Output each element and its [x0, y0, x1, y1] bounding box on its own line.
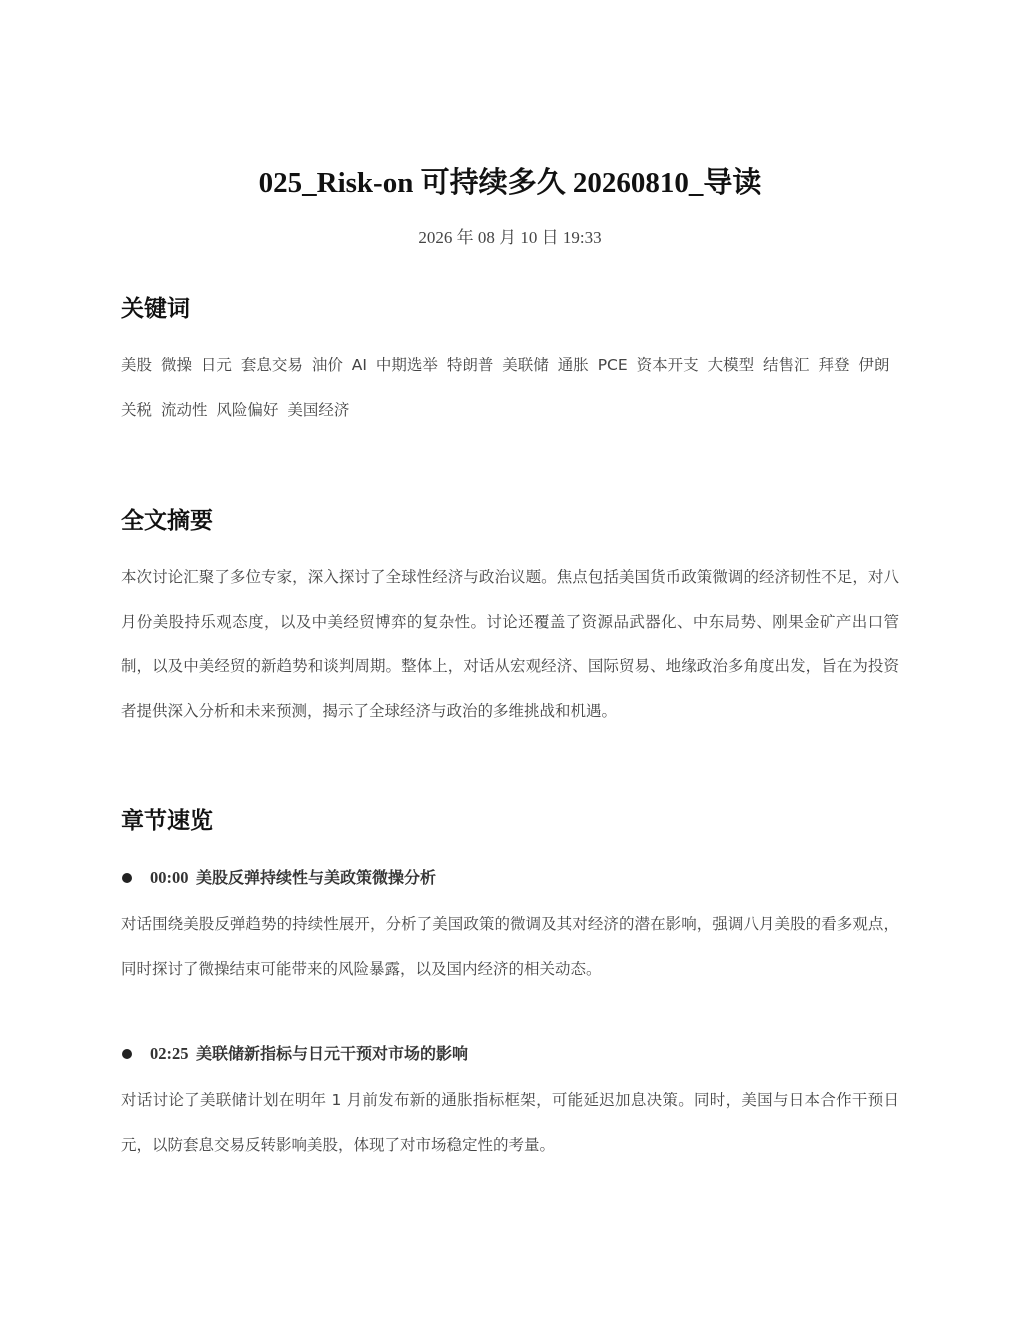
keyword: 美联储 [502, 356, 549, 374]
keyword: 大模型 [707, 356, 755, 374]
document-date: 2026 年 08 月 10 日 19:33 [418, 228, 602, 247]
keyword: PCE [597, 356, 628, 374]
keywords-heading: 关键词 [121, 296, 190, 322]
chapters-heading: 章节速览 [121, 808, 213, 834]
keyword: 特朗普 [446, 356, 494, 374]
chapter-title-row [121, 865, 899, 891]
keyword: 通胀 [557, 356, 589, 374]
keyword: 伊朗 [858, 356, 890, 374]
chapter-timestamp: 00:00 [150, 868, 189, 887]
summary-heading: 全文摘要 [121, 508, 213, 534]
keyword: 风险偏好 [216, 400, 279, 419]
chapter-title: 美股反弹持续性与美政策微操分析 [196, 868, 437, 887]
keyword: 油价 [311, 356, 343, 374]
chapter-summary: 对话围绕美股反弹趋势的持续性展开，分析了美国政策的微调及其对经济的潜在影响，强调八月美股的看多观点，同时探讨了微操结束可能带来的风险暴露，以及国内经济的相关动态。 [121, 915, 899, 978]
keyword: 套息交易 [240, 356, 303, 374]
keyword: 日元 [200, 356, 232, 374]
chapter-title: 美联储新指标与日元干预对市场的影响 [196, 1044, 469, 1063]
document-title: 025_Risk-on 可持续多久 20260810_导读 [258, 167, 762, 200]
keyword: 拜登 [818, 356, 850, 374]
keyword: 微操 [160, 356, 192, 374]
bullet-icon [122, 873, 132, 883]
chapter-title-row [121, 1041, 899, 1067]
chapter-timestamp: 02:25 [150, 1044, 189, 1063]
keyword: 关税 [121, 400, 153, 419]
keyword: 流动性 [160, 400, 208, 419]
keyword: 美股 [121, 356, 153, 374]
keyword: 中期选举 [375, 356, 438, 374]
keyword: 结售汇 [763, 356, 810, 374]
summary-text: 本次讨论汇聚了多位专家，深入探讨了全球性经济与政治议题。焦点包括美国货币政策微调的经济韧性不足，对八月份美股持乐观态度，以及中美经贸博弈的复杂性。讨论还覆盖了资源品武器化、中东局势、刚果金矿产出口管制，以及中美经贸的新趋势和谈判周期。整体上，对话从宏观经济、国际贸易、地缘政治多角度出发，旨在为投资者提供深入分析和未来预测，揭示了全球经济与政治的多维挑战和机遇。 [121, 568, 899, 720]
chapter-summary: 对话讨论了美联储计划在明年 1 月前发布新的通胀指标框架，可能延迟加息决策。同时，美国与日本合作干预日元，以防套息交易反转影响美股，体现了对市场稳定性的考量。 [121, 1091, 899, 1154]
keyword: 美国经济 [287, 400, 350, 419]
keyword: AI [351, 356, 367, 374]
keyword: 资本开支 [636, 356, 699, 374]
bullet-icon [122, 1049, 132, 1059]
keywords-list [121, 343, 899, 432]
